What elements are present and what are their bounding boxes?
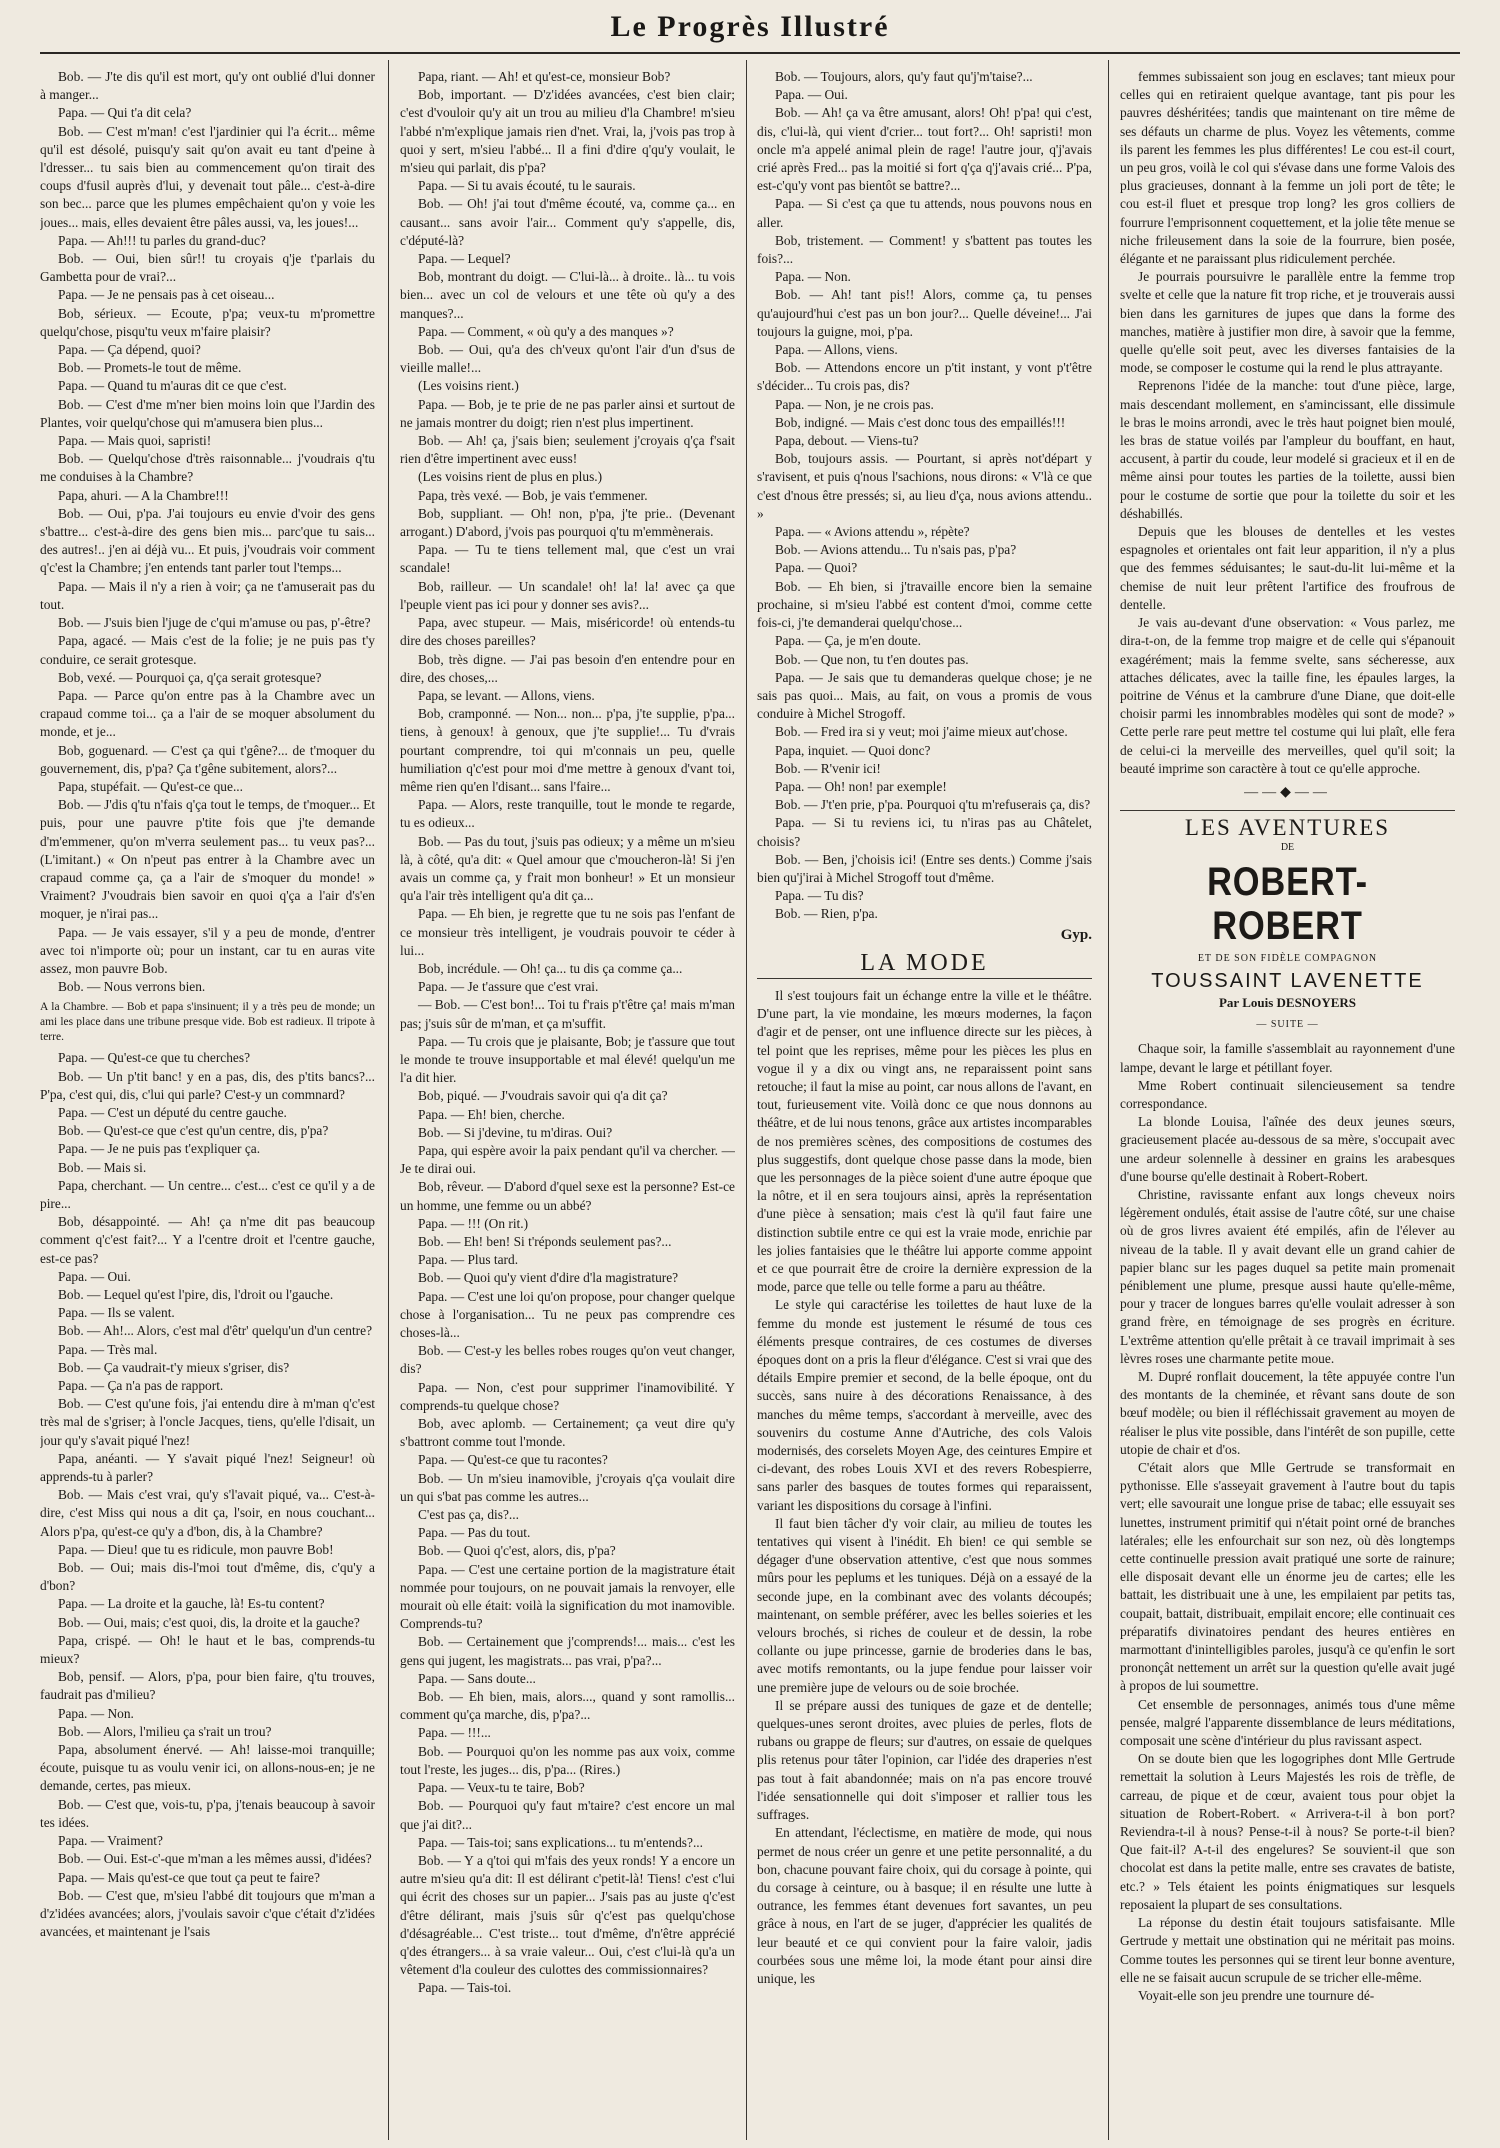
dialogue-line: Papa. — Eh bien, je regrette que tu ne sois pas l'enfant de ce monsieur très intelligent, je voudrais pouvoir te céder à lui... xyxy=(400,906,735,958)
dialogue-line: Papa. — Oui. xyxy=(775,87,848,103)
dialogue-line: Papa. — Non, je ne crois pas. xyxy=(775,396,934,412)
masthead-title: Le Progrès Illustré xyxy=(610,10,890,43)
column-3 xyxy=(757,68,1092,2138)
mode-article-continued xyxy=(1120,68,1455,778)
serial-heading: LES AVENTURES xyxy=(1184,815,1391,841)
dialogue-line: Papa. — Si tu avais écouté, tu le saurais. xyxy=(418,178,636,194)
article-paragraph: Reprenons l'idée de la manche: tout d'une pièce, large, mais descendant mollement, en s'amincissant, elle dissimule le bras le moins arrondi, avec le très haut poignet bien moulé, les bras de statue voilés par l'ampleur du bouffant, en haut, accusent, à partir du coude, leur modelé si gracieux et il en de même ainsi pour toutes les parties de la toilette, aussi bien pour le costume de sortie que pour la toilette du soir et les déshabillés. xyxy=(1120,378,1455,521)
dialogue-line: Papa. — Qu'est-ce que tu racontes? xyxy=(418,1452,608,1468)
dialogue-line: Papa. — Ah!!! tu parles du grand-duc? xyxy=(58,232,266,248)
dialogue-line: Bob, très digne. — J'ai pas besoin d'en entendre pour en dire, des choses,... xyxy=(400,651,735,685)
dialogue-line: Bob. — Oui, p'pa. J'ai toujours eu envie d'voir des gens s'battre... c'est-à-dire des gens bien mis... parc'que tu sais... des autres!.. j'en ai déjà vu... Et puis, j'voudrais voir comment q'c'est la Chambre; j'en entends tant parler tout l'temps... xyxy=(40,505,375,576)
dialogue-line: Bob. — Un p'tit banc! y en a pas, dis, des p'tits bancs?... P'pa, c'est qui, dis, c'lui qui parle? C'est-y un commnard? xyxy=(40,1068,375,1102)
dialogue-line: Bob, vexé. — Pourquoi ça, q'ça serait grotesque? xyxy=(58,669,322,685)
article-paragraph: Il se prépare aussi des tuniques de gaze et de dentelle; quelques-unes seront droites, avec pluies de perles, flots de rubans ou grappe de fleurs; sur d'autres, on essaie de quelques plis retenus pour tâter l'opinion, car l'idée des draperies n'est pas tout à fait abandonnée; mais on n'a pas encore trouvé l'idée sensationnelle qui doit s'imposer et rallier tous les suffrages. xyxy=(757,1697,1092,1823)
dialogue-line: Bob. — Quelqu'chose d'très raisonnable... j'voudrais q'tu me conduises à la Chambre? xyxy=(40,451,375,485)
dialogue-line: Papa. — Veux-tu te taire, Bob? xyxy=(418,1780,585,1796)
dialogue-line: Papa. — Je sais que tu demanderas quelque chose; je ne sais pas quoi... Mais, au fait, on vous a promis de vous conduire à Michel Strogoff. xyxy=(757,669,1092,722)
dialogue-line: Papa. — Tais-toi; sans explications... tu m'entends?... xyxy=(418,1834,703,1850)
dialogue-line: Bob, avec aplomb. — Certainement; ça veut dire qu'y s'battront comme tout l'monde. xyxy=(400,1416,735,1450)
dialogue-line: Bob, toujours assis. — Pourtant, si après not'départ y s'ravisent, et puis q'nous l'sachions, nous dirons: « V'là ce que c'est d'nous être pressés; si, au lieu d'ça, nous avions attendu.. » xyxy=(757,451,1092,521)
dialogue-line: Bob. — Pourquoi qu'y faut m'taire? c'est encore un mal que j'ai dit?... xyxy=(400,1798,735,1832)
dialogue-line: Bob. — Attendons encore un p'tit instant, y vont p't'être s'décider... Tu crois pas, dis? xyxy=(757,360,1092,394)
section-rule xyxy=(1120,810,1455,811)
dialogue-line: Papa. — C'est une certaine portion de la magistrature était nommée pour toujours, on ne pouvait jamais la renvoyer, elle mourait où elle était: voilà la signification du mot inamovible. Comprends-tu? xyxy=(400,1561,735,1632)
dialogue-line: Bob. — C'est m'man! c'est l'jardinier qui l'a écrit... même qu'il est désolé, puisqu'y sait qu'on avait eu tant d'peine à l'dresser... tu sais bien au commencement qu'on tirait des coups d'fusil auprès d'lui, y devenait tout pâle... c'est-à-dire son bec... parce que les plumes empêchaient qu'on y voie les joues... mais, elles devaient être pâles aussi, va, les joues!... xyxy=(40,123,375,230)
dialogue-line: Papa. — Bob, je te prie de ne pas parler ainsi et surtout de ne jamais montrer du doigt; rien n'est plus impertinent. xyxy=(400,396,735,430)
dialogue-line: Papa. — Plus tard. xyxy=(418,1252,519,1268)
dialogue-line: Bob. — Oui, mais; c'est quoi, dis, la droite et la gauche? xyxy=(58,1614,360,1630)
dialogue-line: Bob. — J't'en prie, p'pa. Pourquoi q'tu m'refuserais ça, dis? xyxy=(775,797,1091,813)
dialogue-line: Bob. — C'est qu'une fois, j'ai entendu dire à m'man q'c'est très mal de s'griser; à l'oncle Jacques, tiens, qu'elle l'disait, un jour qu'y s'avait piqué l'nez! xyxy=(40,1396,375,1448)
article-paragraph: Je pourrais poursuivre le parallèle entre la femme trop svelte et celle que la nature fit trop riche, et je trouverais aussi bien dans les garnitures de jupes que dans la forme des manches, matière à justifier mon dire, à savoir que la femme, quelle qu'elle soit peut, avec les diverses fantaisies de la mode, se composer le costume qui la rend le plus attrayante. xyxy=(1120,269,1455,376)
dialogue-line: Papa, stupéfait. — Qu'est-ce que... xyxy=(58,778,243,794)
dialogue-line: Papa. — Je ne puis pas t'expliquer ça. xyxy=(58,1141,261,1157)
dialogue-line: Papa. — Oui. xyxy=(58,1268,131,1284)
dialogue-line: Bob. — Pourquoi qu'on les nomme pas aux voix, comme tout l'reste, les juges... dis, p'pa... (Rires.) xyxy=(400,1743,735,1777)
dialogue-line: Bob, suppliant. — Oh! non, p'pa, j'te prie.. (Devenant arrogant.) D'abord, j'vois pas pourquoi q'tu m'emmènerais. xyxy=(400,505,735,540)
dialogue-line: Papa. — Si c'est ça que tu attends, nous pouvons nous en aller. xyxy=(757,196,1092,230)
dialogue-line: Bob, railleur. — Un scandale! oh! la! la! avec ça que l'peuple vient pas ici pour y donner ses avis?... xyxy=(400,578,735,612)
serial-paragraph: Mme Robert continuait silencieusement sa tendre correspondance. xyxy=(1120,1077,1455,1111)
dialogue-line: Papa. — Dieu! que tu es ridicule, mon pauvre Bob! xyxy=(58,1541,334,1557)
dialogue-line: Papa. — Mais quoi, sapristi! xyxy=(58,433,212,449)
dialogue-line: Bob. — Ben, j'choisis ici! (Entre ses dents.) Comme j'sais bien qu'j'irai à Michel Strogoff tout d'même. xyxy=(757,851,1092,885)
column-divider xyxy=(388,60,389,2140)
dialogue-line: Bob. — C'est-y les belles robes rouges qu'on veut changer, dis? xyxy=(400,1343,735,1377)
serial-subtitle-name: TOUSSAINT LAVENETTE xyxy=(1151,969,1424,992)
dialogue-line: Bob. — Eh! ben! Si t'réponds seulement pas?... xyxy=(418,1234,672,1249)
dialogue-line: Papa. — Je t'assure que c'est vrai. xyxy=(418,979,599,995)
serial-paragraph: M. Dupré ronflait doucement, la tête appuyée contre l'un des montants de la cheminée, et rêvant sans doute de son bœuf modèle; ou bien il réfléchissait gravement au moyen de réaliser le plus vite possible, dans l'intérêt de son pupille, cette utopie de chair et d'os. xyxy=(1120,1369,1455,1457)
dialogue-line: Papa. — Quand tu m'auras dit ce que c'est. xyxy=(58,378,287,394)
dialogue-line: Bob. — Que non, tu t'en doutes pas. xyxy=(775,651,969,667)
dialogue-line: Papa. — Lequel? xyxy=(418,251,511,267)
dialogue-line: Papa, très vexé. — Bob, je vais t'emmener. xyxy=(418,487,648,503)
dialogue-line: Bob. — Alors, l'milieu ça s'rait un trou? xyxy=(58,1723,272,1739)
article-paragraph: Je vais au-devant d'une observation: « Vous parlez, me dira-t-on, de la femme trop maigre et de celle qui s'épanouit exagérément; mais la femme svelte, sans sécheresse, aux attaches délicates, avec la taille fine, les épaules larges, la poitrine de Vénus et la cambrure d'une Diane, que doit-elle choisir parmi les innombrables modèles qui sont de mode? » Cette perle rare peut mettre tel costume qui lui plaît, elle fera de celui-ci la merveille des merveilles, quel qu'il soit; la beauté imprime son caractère à tout ce qu'elle approche. xyxy=(1120,615,1455,776)
dialogue-continuation xyxy=(757,68,1092,924)
dialogue-line: A la Chambre. — Bob et papa s'insinuent; il y a très peu de monde; un ami les place dans une tribune presque vide. Bob est radieux. Il tripote à terre. xyxy=(40,1001,375,1044)
serial-paragraph: On se doute bien que les logogriphes dont Mlle Gertrude remettait la solution à Leurs Majestés les rois de trèfle, de carreau, de pique et de cœur, avaient tous pour objet la situation de Robert-Robert. « Arrivera-t-il à bon port? Reviendra-t-il à nous? Pense-t-il à nous? Se porte-t-il bien? Que fait-il? A-t-il des engelures? Se souvient-il que son chocolat est dans la petite malle, entre ses cravates de batiste, etc.? » Tels étaient les points énigmatiques sur lesquels reposaient la plupart de ses consultations. xyxy=(1120,1751,1455,1912)
serial-heading-de: DE xyxy=(1280,842,1295,854)
dialogue-line: Bob. — Y a q'toi qui m'fais des yeux ronds! Y a encore un autre m'sieu qu'a dit: Il est délirant c'petit-là! Tiens! c'est c'lui qui écrit des choses sur un papier... J'sais pas au juste q'c'est d'être délirant, mais j'suis sûr q'c'est pas quelqu'chose d'désagréable... C'est triste... tout d'même, d'n'être apprécié q'des étrangers... à sa vraie valeur... Oui, c'est c'lui-là qu'a un vêtement d'la couleur des culottes des commissionnaires? xyxy=(400,1852,735,1978)
dialogue-line: Papa. — Comment, « où qu'y a des manques »? xyxy=(418,323,674,339)
dialogue-line: C'est pas ça, dis?... xyxy=(418,1507,519,1523)
dialogue-line: Bob. — Oui; mais dis-l'moi tout d'même, dis, c'qu'y a d'bon? xyxy=(40,1560,375,1594)
dialogue-line: Bob. — Promets-le tout de même. xyxy=(58,360,242,376)
dialogue-line: Papa, ahuri. — A la Chambre!!! xyxy=(58,487,229,503)
dialogue-line: Papa. — « Avions attendu », répète? xyxy=(775,524,970,540)
dialogue-line: Papa. — Tu dis? xyxy=(775,888,864,904)
dialogue-line: Bob, piqué. — J'voudrais savoir qui q'a dit ça? xyxy=(418,1088,668,1104)
dialogue-line: (Les voisins rient de plus en plus.) xyxy=(418,469,603,485)
dialogue-line: Bob. — R'venir ici! xyxy=(775,760,881,776)
dialogue-line: Papa. — Tu te tiens tellement mal, que c'est un vrai scandale! xyxy=(400,542,735,576)
serial-author: Par Louis DESNOYERS xyxy=(1218,994,1356,1010)
dialogue-line: Bob. — Fred ira si y veut; moi j'aime mieux aut'chose. xyxy=(775,724,1068,740)
dialogue-line: Bob, montrant du doigt. — C'lui-là... à droite.. là... tu vois bien... avec un col de velours et une tête où qu'y a des manques?... xyxy=(400,269,735,321)
dialogue-line: Papa, agacé. — Mais c'est de la folie; je ne puis pas t'y conduire, ce serait grotesque. xyxy=(40,633,375,667)
dialogue-line: Bob. — Rien, p'pa. xyxy=(775,906,878,922)
serial-paragraph: Christine, ravissante enfant aux longs cheveux noirs légèrement ondulés, était assise de l'autre côté, sur une chaise où de gros livres avaient été empilés, afin de l'élever au niveau de la table. Il y avait devant elle un grand cahier de papier blanc sur les pages duquel sa petite main promenait péniblement une plume, presque aussi haute qu'elle-même, pour y tracer de longues barres qu'elle voulait adresser à son grand frère, en témoignage de ses progrès en écriture. L'extrême attention qu'elle prêtait à ce travail imprimait à ses lèvres roses une charmante petite moue. xyxy=(1120,1186,1455,1366)
author-signature: Gyp. xyxy=(1060,926,1092,943)
dialogue-line: Papa. — Ils se valent. xyxy=(58,1305,175,1321)
article-paragraph: Le style qui caractérise les toilettes de haut luxe de la femme du monde est justement le résumé de tous ces éléments presque contraires, de ces costumes de diverses époques dont on a pris la fleur d'élégance. C'est si vrai que des détails Empire premier et second, de la belle époque, ont du succès, sans nuire à des décorations Renaissance, à des manches du même temps, s'accordant à merveille, avec des souvenirs du costume Anne d'Autriche, des cols Valois modernisés, des corselets Moyen Age, des ceintures Empire et ci-devant, des robes Louis XVI et des revers Robespierre, sans parler des basques de toutes formes qui reparaissent, variant les dispositions du corsage à l'infini. xyxy=(757,1297,1092,1513)
dialogue-line: Bob. — Ah!... Alors, c'est mal d'êtr' quelqu'un d'un centre? xyxy=(58,1323,373,1339)
serial-subtitle: ET DE SON FIDÈLE COMPAGNON xyxy=(1197,952,1378,964)
dialogue-line: Papa. — Non, c'est pour supprimer l'inamovibilité. Y comprends-tu quelque chose? xyxy=(400,1379,735,1413)
dialogue-line: Papa. — Non. xyxy=(775,269,851,285)
dialogue-line: Bob, sérieux. — Ecoute, p'pa; veux-tu m'promettre quelqu'chose, pisqu'tu veux m'faire plaisir? xyxy=(40,305,375,339)
dialogue-line: Papa. — Si tu reviens ici, tu n'iras pas au Châtelet, choisis? xyxy=(757,815,1092,849)
dialogue-line: Papa, cherchant. — Un centre... c'est... c'est ce qu'il y a de pire... xyxy=(40,1177,375,1211)
serial-title: ROBERT-ROBERT xyxy=(1207,859,1368,948)
dialogue-line: Bob, pensif. — Alors, p'pa, pour bien faire, q'tu trouves, faudrait pas d'milieu? xyxy=(40,1669,375,1703)
serial-paragraph: Cet ensemble de personnages, animés tous d'une même pensée, malgré l'apparente dissemblance de leurs méditations, composait une scène d'intérieur du plus ravissant aspect. xyxy=(1120,1696,1455,1749)
serial-suite: — SUITE — xyxy=(1256,1019,1319,1031)
dialogue-line: Bob. — J'dis q'tu n'fais q'ça tout le temps, de t'moquer... Et puis, pour une pauvre p'tite fois que j'te demande d'm'emmener, qu'on m'verra seulement pas... tu veux pas?... (L'imitant.) « On n'peut pas entrer à la Chambre avec un crapaud comme ça, ça a l'air de s'moquer du monde! » Vraiment? J'voudrais bien savoir en quoi q'ça a l'air d's'en moquer, je n'irai pas... xyxy=(40,797,375,922)
dialogue-line: Bob. — Un m'sieu inamovible, j'croyais q'ça voulait dire un qui s'bat pas comme les autres... xyxy=(400,1470,735,1504)
dialogue-line: Papa. — Tu crois que je plaisante, Bob; je t'assure que tout le monde te trouve insupportable et mal élevé! quelqu'un me l'a dit hier. xyxy=(400,1033,735,1086)
dialogue-line: Papa, anéanti. — Y s'avait piqué l'nez! Seigneur! où apprends-tu à parler? xyxy=(40,1450,375,1485)
dialogue-line: Bob, tristement. — Comment! y s'battent pas toutes les fois?... xyxy=(757,232,1092,267)
dialogue-line: Bob, goguenard. — C'est ça qui t'gêne?... de t'moquer du gouvernement, dis, p'pa? Ça t'gêne subitement, alors?... xyxy=(40,742,375,776)
serial-paragraph: La blonde Louisa, l'aînée des deux jeunes sœurs, gracieusement placée au-dessous de sa mère, s'occupait avec une ardeur solennelle à dessiner en grains les arabesques d'une bourse qu'elle destinait à Robert-Robert. xyxy=(1120,1114,1455,1184)
dialogue-line: Bob. — Eh bien, mais, alors..., quand y sont ramollis... comment qu'ça marche, dis, p'pa?... xyxy=(400,1689,735,1723)
dialogue-line: Bob. — Quoi q'c'est, alors, dis, p'pa? xyxy=(418,1543,616,1559)
dialogue-line: Papa, se levant. — Allons, viens. xyxy=(418,687,595,703)
dialogue-line: Papa. — Je ne pensais pas à cet oiseau... xyxy=(58,287,275,303)
dialogue-line: Bob. — J'suis bien l'juge de c'qui m'amuse ou pas, p'-être? xyxy=(58,615,371,631)
dialogue-line: Bob. — Quoi qu'y vient d'dire d'la magistrature? xyxy=(418,1270,679,1286)
column-divider xyxy=(746,60,747,2140)
dialogue-line: Papa, debout. — Viens-tu? xyxy=(775,433,919,449)
dialogue-line: Papa. — Très mal. xyxy=(58,1341,158,1357)
dialogue-line: Bob, important. — D'z'idées avancées, c'est bien clair; c'est d'vouloir qu'y ait un trou au milieu d'la Chambre! m'sieu l'abbé n'm'explique jamais rien d'net. Vrai, la, j'vois pas trop à quoi y sert, m'sieu l'abbé... Il a fini d'dire q'qu'y voulait, le m'sieu qui parlait, dis p'pa? xyxy=(400,87,735,176)
dialogue-line: Papa. — Alors, reste tranquille, tout le monde te regarde, tu es odieux... xyxy=(400,797,735,831)
section-title-la-mode: LA MODE xyxy=(757,954,1092,979)
article-paragraph: Il faut bien tâcher d'y voir clair, au milieu de toutes les tentatives qui visent à l'inédit. Eh bien! ce qui semble se dégager d'une observation attentive, c'est que nous sommes mûrs pour les peplums et les tuniques. Déjà on a essayé de la seconde jupe, en la combinant avec des volants découpés; maintenant, on semble préférer, avec les belles soieries et les velours brochés, si riches de couleur et de dessin, la robe collante ou jupe princesse, garnie de broderies dans le bas, avec motifs remontants, ou la jupe fendue pour laisser voir une première jupe de velours ou de soie brochée. xyxy=(757,1515,1092,1695)
dialogue-line: Bob. — Mais si. xyxy=(58,1159,147,1175)
dialogue-line: Bob. — Si j'devine, tu m'diras. Oui? xyxy=(418,1124,613,1140)
dialogue-line: Bob. — Qu'est-ce que c'est qu'un centre, dis, p'pa? xyxy=(58,1123,329,1139)
dialogue-line: Bob. — Mais c'est vrai, qu'y s'l'avait piqué, va... C'est-à-dire, c'est Miss qui nous a dit ça, l'soir, en nous couchant... Alors p'pa, qu'est-ce qu'y a d'bon, dis, à la Chambre? xyxy=(40,1487,375,1539)
dialogue-line: Papa. — Oh! non! par exemple! xyxy=(775,778,947,794)
dialogue-line: Papa. — C'est une loi qu'on propose, pour changer quelque chose à l'organisation... Tu ne peux pas comprendre ces choses-là... xyxy=(400,1288,735,1341)
column-2-dialogue xyxy=(400,68,735,2138)
dialogue-line: Bob, rêveur. — D'abord d'quel sexe est la personne? Est-ce un homme, une femme ou un abbé? xyxy=(400,1179,735,1213)
article-paragraph: Il s'est toujours fait un échange entre la ville et le théâtre. D'une part, la vie mondaine, les mœurs modernes, la façon d'agir et de penser, ont une influence directe sur les pièces, à tel point que les reprises, même pour les pièces les plus en vogue il y a dix ou vingt ans, ne reparaissent point sans retouche; il faut la mise au point, car nous allons de l'avant, en tout, furieusement vite. Voilà donc ce que nous donnons au théâtre, et de lui nous tenons, grâce aux artistes incomparables de nos premières scènes, des compositions de costumes des plus suggestifs, dont quelque chose passe dans la mode, bien que les personnages de la pièce soient d'une autre époque que la nôtre, et il en sera toujours ainsi, après la représentation d'une pièce à sensation; mais c'est là qu'il faut faire une distinction subtile entre ce qui est la vraie mode, enrichie par les jolies fantaisies que le théâtre lui apporte comme appoint et ce que pourrait être de croire la dernière expression de la mode, parce que telle ou telle forme a paru au théâtre. xyxy=(757,987,1092,1295)
dialogue-line: Papa, inquiet. — Quoi donc? xyxy=(775,742,931,758)
dialogue-line: Papa, qui espère avoir la paix pendant qu'il va chercher. — Je te dirai oui. xyxy=(400,1142,735,1177)
column-4 xyxy=(1120,68,1455,2138)
dialogue-line: Bob, incrédule. — Oh! ça... tu dis ça comme ça... xyxy=(418,960,683,976)
dialogue-line: Papa. — Non. xyxy=(58,1705,134,1721)
dialogue-line: Papa. — C'est un député du centre gauche. xyxy=(58,1104,287,1120)
header-rule xyxy=(40,52,1460,54)
dialogue-line: Bob. — Oui, qu'a des ch'veux qu'ont l'air d'un d'sus de vieille malle!... xyxy=(400,342,735,376)
dialogue-line: Papa. — Quoi? xyxy=(775,560,858,576)
article-paragraph: femmes subissaient son joug en esclaves; tant mieux pour celles qui en retiraient quelque avantage, tant pis pour les pauvres déshéritées; tandis que maintenant on tire même de ses défauts un charme de plus. Voyez les vêtements, comme ils parent les femmes les plus différentes! Le cou est-il court, un peu gros, voilà le col qui s'évase dans une forme Valois des plus gracieuses, donnant à la femme un joli port de tête; le cou est-il fluet et presque trop long? les gros colliers de fourrure l'emprisonnent coquettement, et la jolie tête menue se niche frileusement dans la soie de la fourrure, bien posée, élégante et ne paraissant plus ridiculement perchée. xyxy=(1120,69,1455,267)
dialogue-line: Papa. — Ça, je m'en doute. xyxy=(775,633,921,649)
dialogue-line: Papa. — Ça dépend, quoi? xyxy=(58,342,201,358)
dialogue-line: Papa. — Pas du tout. xyxy=(418,1525,531,1541)
section-ornament: ——◆—— xyxy=(1244,784,1331,800)
dialogue-line: Bob. — C'est d'me m'ner bien moins loin que l'Jardin des Plantes, voir quelqu'chose qui m'amusera bien plus... xyxy=(40,396,375,430)
dialogue-line: Bob. — Ah! tant pis!! Alors, comme ça, tu penses qu'aujourd'hui c'est pas un bon jour?... Quelle déveine!... J'ai toujours la guigne, moi, p'pa. xyxy=(757,287,1092,339)
article-paragraph: Depuis que les blouses de dentelles et les vestes espagnoles et orientales ont fait leur apparition, il n'y a plus que des femmes séduisantes; le saut-du-lit lui-même et la chemise de nuit leur prêtent l'artifice des froufrous de dentelle. xyxy=(1120,524,1455,612)
column-1-dialogue xyxy=(40,68,375,2138)
dialogue-line: Papa. — !!!... xyxy=(418,1725,491,1741)
dialogue-line: Papa. — Qui t'a dit cela? xyxy=(58,105,192,121)
serial-paragraph: La réponse du destin était toujours satisfaisante. Mlle Gertrude y mettait une obstination qui ne méritait pas moins. Comme toutes les personnes qui se tirent leur bonne aventure, elle ne se faisait aucun scrupule de se tricher elle-même. xyxy=(1120,1915,1455,1985)
dialogue-line: Papa. — Mais il n'y a rien à voir; ça ne t'amuserait pas du tout. xyxy=(40,578,375,612)
serial-text xyxy=(1120,1040,1455,2005)
dialogue-line: Papa, absolument énervé. — Ah! laisse-moi tranquille; écoute, puisque tu as voulu venir ici, on allons-nous-en; je ne demande, certes, pas mieux. xyxy=(40,1742,375,1794)
dialogue-line: Bob. — Ça vaudrait-t'y mieux s'griser, dis? xyxy=(58,1359,290,1375)
dialogue-line: Papa. — Eh! bien, cherche. xyxy=(418,1106,565,1122)
dialogue-line: Bob. — Ah! ça, j'sais bien; seulement j'croyais q'ça f'sait rien d'être impertinent avec euss! xyxy=(400,433,735,467)
dialogue-line: Bob. — C'est que, m'sieu l'abbé dit toujours que m'man a d'z'idées avancées; alors, j'voulais savoir c'que c'était d'z'idées avancées, et maintenant je l'sais xyxy=(40,1887,375,1940)
article-paragraph: En attendant, l'éclectisme, en matière de mode, qui nous permet de nous créer un genre et une petite personnalité, a du bon, chacune pouvant faire choix, qui du corsage à pointe, qui du corsage à ceinture, ou à basque; il en résulte une lutte à outrance, les femmes étant devenues fort savantes, un peu grâce à nous, en l'art de se juger, d'apprécier les qualités de leur beauté et ce qui convient pour la faire valoir, jadis courbées sous une même loi, la mode étant pour ainsi dire unique, les xyxy=(757,1825,1092,1986)
dialogue-line: Bob. — J'te dis qu'il est mort, qu'y ont oublié d'lui donner à manger... xyxy=(40,69,375,103)
column-divider xyxy=(1108,60,1109,2140)
dialogue-line: Papa, crispé. — Oh! le haut et le bas, comprends-tu mieux? xyxy=(40,1632,375,1667)
dialogue-line: Bob. — Toujours, alors, qu'y faut qu'j'm'taise?... xyxy=(775,69,1033,84)
dialogue-line: Papa, riant. — Ah! et qu'est-ce, monsieur Bob? xyxy=(418,69,671,84)
mode-article xyxy=(757,987,1092,1988)
dialogue-line: Bob, cramponné. — Non... non... p'pa, j'te supplie, p'pa... tiens, à genoux! à genoux, que j'te supplie!... Tu d'vrais pourtant comprendre, toi qui m'connais un peu, quelle humiliation q'c'est pour moi d'me mettre à genoux d'vant toi, même rien qu'en l'disant... sans l'faire... xyxy=(400,706,735,794)
dialogue-line: Papa. — Sans doute... xyxy=(418,1670,536,1686)
dialogue-line: Bob. — Eh bien, si j'travaille encore bien la semaine prochaine, si m'sieu l'abbé est content d'moi, comme cette fois-ci, j'te demanderai quelqu'chose... xyxy=(757,578,1092,631)
dialogue-line: Bob. — C'est que, vois-tu, p'pa, j'tenais beaucoup à savoir tes idées. xyxy=(40,1796,375,1830)
dialogue-line: Bob. — Oh! j'ai tout d'même écouté, va, comme ça... en causant... sans avoir l'air... Comment qu'y s'appelle, dis, c'député-là? xyxy=(400,196,735,248)
dialogue-line: Bob. — Pas du tout, j'suis pas odieux; y a même un m'sieu là, à côté, qu'a dit: « Quel amour que c'moucheron-là! Si j'en avais un comme ça, y f'rait mon bonheur! » Et un monsieur qu'a l'air très intelligent qu'a dit ça... xyxy=(400,833,735,904)
dialogue-line: Bob. — Nous verrons bien. xyxy=(58,979,206,995)
dialogue-line: Bob. — Lequel qu'est l'pire, dis, l'droit ou l'gauche. xyxy=(58,1287,334,1302)
serial-paragraph: Voyait-elle son jeu prendre une tournure dé- xyxy=(1138,1987,1375,2003)
dialogue-line: Papa. — Parce qu'on entre pas à la Chambre avec un crapaud comme toi... ça a l'air de se moquer absolument du monde, et je... xyxy=(40,687,375,740)
dialogue-line: Papa, avec stupeur. — Mais, miséricorde! où entends-tu dire des choses pareilles? xyxy=(400,615,735,649)
dialogue-line: Bob. — Ah! ça va être amusant, alors! Oh! p'pa! qui c'est, dis, c'lui-là, qui vient d'crier... tout fort?... Oh! sapristi! mon oncle m'a appelé animal plein de rage! l'autre jour, q'j'avais crié après Fred... pas la moitié si fort q'ça q'j'avais crié... P'pa, est-c'qu'y vont pas bientôt se battre?... xyxy=(757,105,1092,194)
serial-paragraph: Chaque soir, la famille s'assemblait au rayonnement d'une lampe, devant le large et pétillant foyer. xyxy=(1120,1041,1455,1075)
dialogue-line: Papa. — Mais qu'est-ce que tout ça peut te faire? xyxy=(58,1869,320,1885)
dialogue-line: — Bob. — C'est bon!... Toi tu f'rais p't'être ça! mais m'man pas; j'suis sûr de m'man, et ça m'suffit. xyxy=(400,997,735,1031)
dialogue-line: Papa. — La droite et la gauche, là! Es-tu content? xyxy=(58,1596,325,1612)
dialogue-line: Bob. — Oui. Est-c'-que m'man a les mêmes aussi, d'idées? xyxy=(58,1851,372,1867)
dialogue-line: Papa. — Ça n'a pas de rapport. xyxy=(58,1378,224,1394)
dialogue-line: Bob, désappointé. — Ah! ça n'me dit pas beaucoup comment q'c'est fait?... Y a l'centre droit et l'centre gauche, est-ce pas? xyxy=(40,1214,375,1266)
dialogue-line: Papa. — Vraiment? xyxy=(58,1833,163,1849)
dialogue-line: Papa. — !!! (On rit.) xyxy=(418,1215,529,1231)
serial-paragraph: C'était alors que Mlle Gertrude se transformait en pythonisse. Elle s'asseyait gravement à l'autre bout du tapis vert; elle savourait une longue prise de tabac; elle essuyait ses lunettes, instrument primitif qui n'était point orné de branches latérales; elle les enfourchait sur son nez, où dès longtemps cette continuelle pression avait pratiqué une sorte de rainure; elle disposait devant elle un énorme jeu de cartes; elle les battait, les distribuait une à une, les empilaient par petits tas, coupait, battait, distribuait, empilait encore; elle continuait ces préparatifs divinatoires pendant des heures entières en marmottant d'inintelligibles paroles, jusqu'à ce qu'enfin le sort prononçât nettement un arrêt sur la question qu'elle avait jugé à propos de lui soumettre. xyxy=(1120,1460,1455,1694)
dialogue-line: Papa. — Qu'est-ce que tu cherches? xyxy=(58,1050,251,1066)
dialogue-line: Bob. — Avions attendu... Tu n'sais pas, p'pa? xyxy=(775,542,1017,558)
dialogue-line: Bob, indigné. — Mais c'est donc tous des empaillés!!! xyxy=(775,414,1066,430)
dialogue-line: (Les voisins rient.) xyxy=(418,378,519,394)
dialogue-line: Papa. — Tais-toi. xyxy=(418,1980,512,1996)
dialogue-line: Bob. — Oui, bien sûr!! tu croyais q'je t'parlais du Gambetta pour de vrai?... xyxy=(40,251,375,285)
dialogue-line: Bob. — Certainement que j'comprends!... mais... c'est les gens qui jugent, les magistrats... pas vrai, p'pa?... xyxy=(400,1634,735,1668)
dialogue-line: Papa. — Allons, viens. xyxy=(775,342,898,358)
dialogue-line: Papa. — Je vais essayer, s'il y a peu de monde, d'entrer avec toi n'importe où; pour un instant, car tu en auras vite assez, mon pauvre Bob. xyxy=(40,924,375,976)
